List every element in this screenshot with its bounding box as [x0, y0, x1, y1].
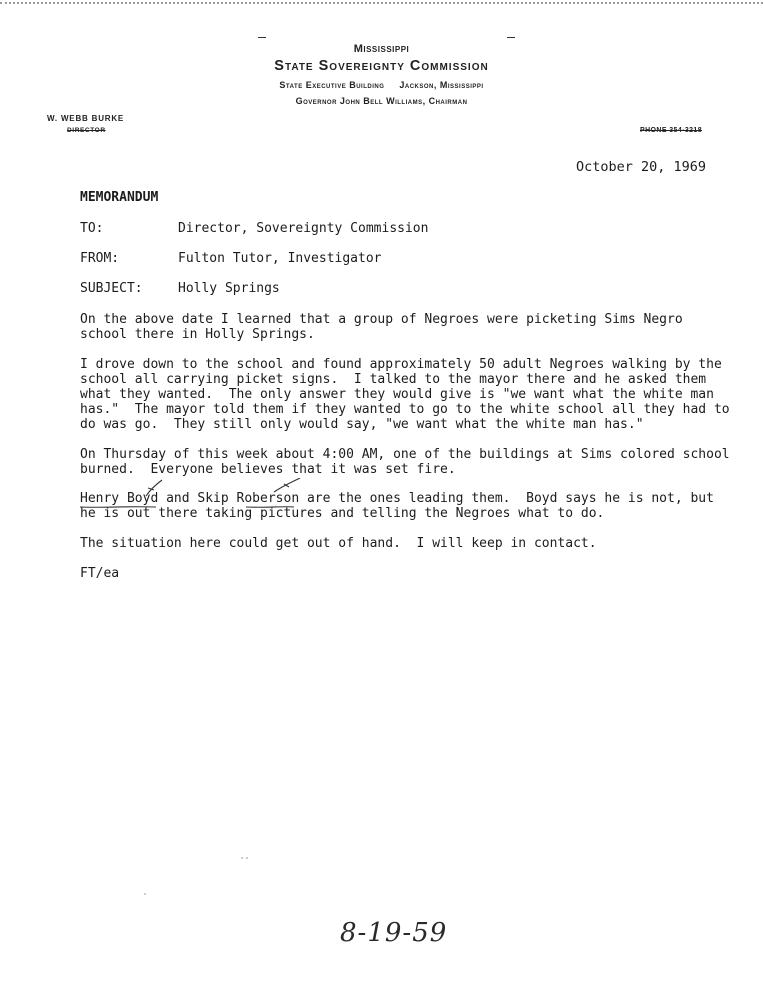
paper-speck: [246, 857, 248, 859]
letterhead-director-title: DIRECTOR: [67, 127, 106, 134]
letterhead-state: Mississippi: [353, 43, 410, 55]
subject-label: SUBJECT:: [80, 281, 143, 296]
body-paragraph-1: On the above date I learned that a group of Negroes were picketing Sims Negro school there in Holly Springs.: [80, 312, 683, 342]
body-paragraph-2: I drove down to the school and found approximately 50 adult Negroes walking by the school all carrying picket signs. I talked to the mayor there and he asked them what they wanted. The only answer they would give is "we want what the white man has." The mayor told them if they wanted to go to the white school all they had to do was go. They still only would say, "we want what the white man has.": [80, 357, 730, 432]
subject-value: Holly Springs: [178, 281, 280, 296]
letterhead-dash-left: [258, 37, 266, 38]
body-paragraph-3: On Thursday of this week about 4:00 AM, one of the buildings at Sims colored school burned. Everyone believes that it was set fire.: [80, 447, 730, 477]
top-edge-dotted-line: [0, 2, 763, 4]
letterhead-director-name: W. WEBB BURKE: [47, 114, 125, 123]
roberson-check-mark: [274, 478, 300, 492]
letterhead-address: State Executive Building Jackson, Mississippi: [279, 80, 484, 90]
memo-date: October 20, 1969: [576, 159, 707, 175]
boyd-check-mark: [146, 480, 162, 496]
to-label: TO:: [80, 221, 104, 236]
typist-initials: FT/ea: [80, 566, 120, 581]
body-paragraph-4: Henry Boyd and Skip Roberson are the ones leading them. Boyd says he is not, but he is out there taking pictures and telling the Negroes what to do.: [80, 491, 714, 521]
letterhead-commission: State Sovereignty Commission: [274, 58, 489, 74]
to-value: Director, Sovereignty Commission: [178, 221, 429, 236]
handwritten-name-marks: [78, 478, 318, 518]
letterhead-governor: Governor John Bell Williams, Chairman: [295, 96, 468, 106]
from-label: FROM:: [80, 251, 120, 266]
paper-speck: [144, 893, 146, 895]
body-paragraph-5: The situation here could get out of hand. I will keep in contact.: [80, 536, 597, 551]
skip-roberson-underline: [246, 507, 294, 508]
henry-boyd-underline: [80, 507, 156, 508]
from-value: Fulton Tutor, Investigator: [178, 251, 382, 266]
letterhead-dash-right: [507, 37, 515, 38]
paper-speck: [241, 857, 243, 859]
memo-heading: MEMORANDUM: [80, 190, 159, 205]
handwritten-file-number: 8-19-59: [340, 918, 448, 948]
letterhead-phone: PHONE 354-3218: [640, 127, 703, 134]
